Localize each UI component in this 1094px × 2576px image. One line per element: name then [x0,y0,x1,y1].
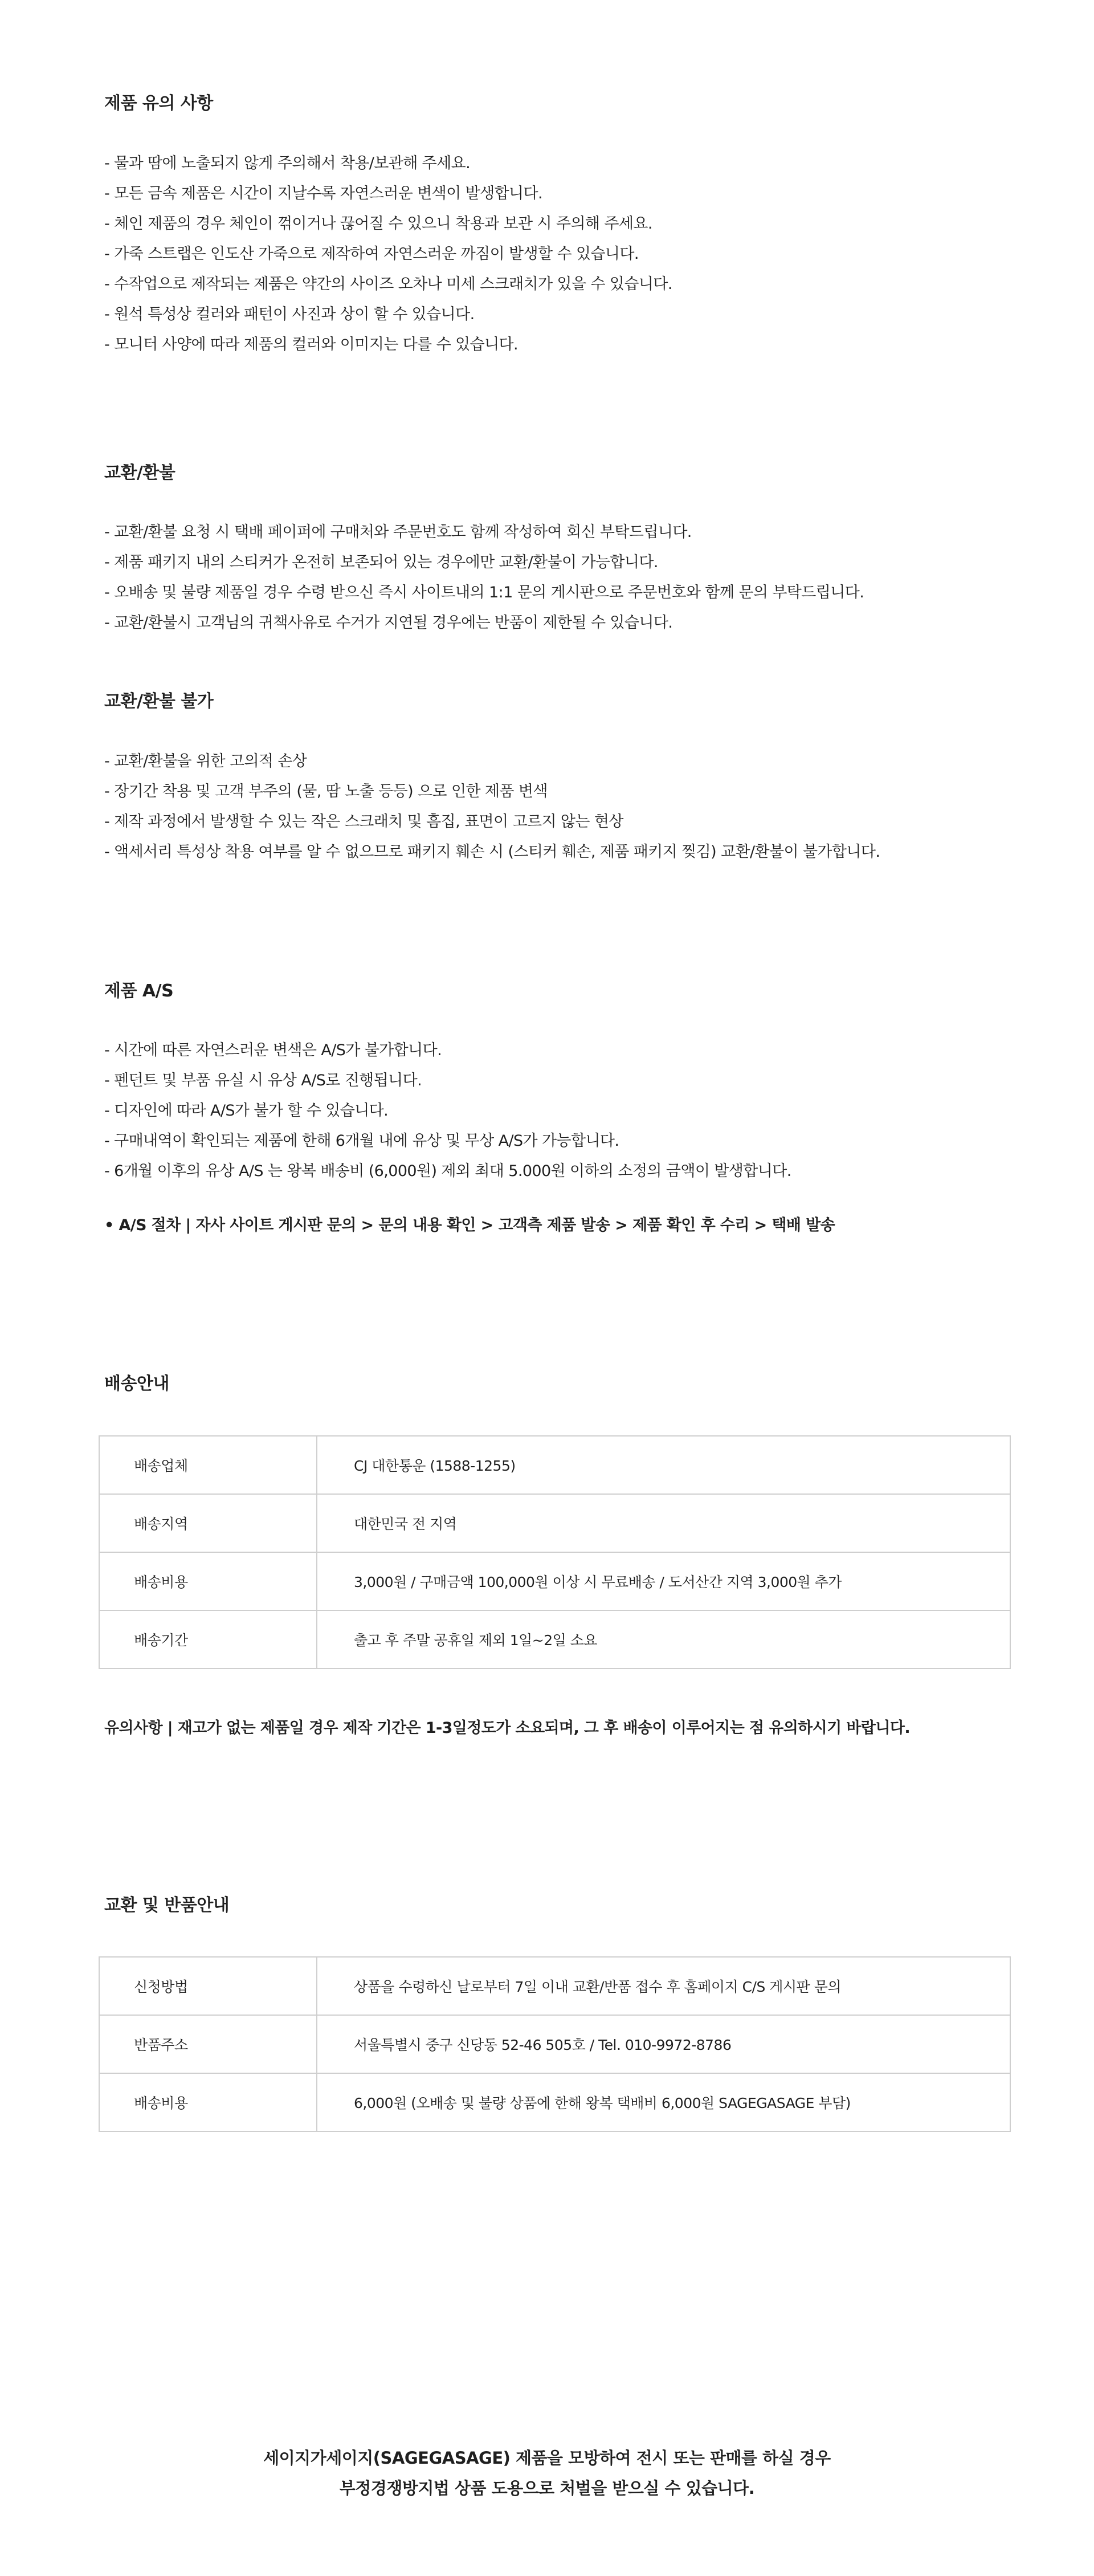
table-cell-label: 배송비용 [99,2073,317,2131]
table-row [99,2015,1010,2073]
exchange-refund-list [104,517,864,638]
list-item: - 교환/환불 요청 시 택배 페이퍼에 구매처와 주문번호도 함께 작성하여 회신 부탁드립니다. [104,523,692,541]
table-cell-label: 배송지역 [99,1494,317,1552]
product-notes-title: 제품 유의 사항 [104,93,213,113]
list-item: - 수작업으로 제작되는 제품은 약간의 사이즈 오차나 미세 스크래치가 있을 수 있습니다. [104,275,672,293]
copyright-line-1: 세이지가세이지(SAGEGASAGE) 제품을 모방하여 전시 또는 판매를 하실 경우 [263,2448,831,2468]
table-cell-label: 배송업체 [99,1436,317,1494]
list-item: - 시간에 따른 자연스러운 변색은 A/S가 불가합니다. [104,1041,442,1059]
table-cell-label: 반품주소 [99,2015,317,2073]
list-item: - 물과 땀에 노출되지 않게 주의해서 착용/보관해 주세요. [104,154,471,172]
table-row [99,1957,1010,2015]
list-item: - 구매내역이 확인되는 제품에 한해 6개월 내에 유상 및 무상 A/S가 가능합니다. [104,1132,619,1150]
list-item: - 교환/환불시 고객님의 귀책사유로 수거가 지연될 경우에는 반품이 제한될 수 있습니다. [104,614,673,632]
returns-table [99,1956,1011,2132]
table-cell-label: 배송비용 [99,1552,317,1610]
exchange-refund-unavailable-title: 교환/환불 불가 [104,691,214,711]
table-row [99,1610,1010,1669]
list-item: - 6개월 이후의 유상 A/S 는 왕복 배송비 (6,000원) 제외 최대 5.000원 이하의 소정의 금액이 발생합니다. [104,1162,791,1180]
list-item: - 원석 특성상 컬러와 패턴이 사진과 상이 할 수 있습니다. [104,306,475,323]
table-row [99,1494,1010,1552]
shipping-note: 유의사항 | 재고가 없는 제품일 경우 제작 기간은 1-3일정도가 소요되며, 그 후 배송이 이루어지는 점 유의하시기 바랍니다. [104,1719,911,1737]
table-cell-value: 출고 후 주말 공휴일 제외 1일~2일 소요 [317,1610,1010,1669]
as-procedure: • A/S 절차 | 자사 사이트 게시판 문의 > 문의 내용 확인 > 고객측 제품 발송 > 제품 확인 후 수리 > 택배 발송 [104,1216,835,1234]
table-cell-value: 6,000원 (오배송 및 불량 상품에 한해 왕복 택배비 6,000원 SAGEGASAGE 부담) [317,2073,1010,2131]
list-item: - 제작 과정에서 발생할 수 있는 작은 스크래치 및 흠집, 표면이 고르지 않는 현상 [104,813,623,831]
table-cell-value: 3,000원 / 구매금액 100,000원 이상 시 무료배송 / 도서산간 지역 3,000원 추가 [317,1552,1010,1610]
table-cell-label: 신청방법 [99,1957,317,2015]
list-item: - 액세서리 특성상 착용 여부를 알 수 없으므로 패키지 훼손 시 (스티커 훼손, 제품 패키지 찢김) 교환/환불이 불가합니다. [104,843,880,861]
list-item: - 오배송 및 불량 제품일 경우 수령 받으신 즉시 사이트내의 1:1 문의 게시판으로 주문번호와 함께 문의 부탁드립니다. [104,584,864,601]
table-cell-value: 대한민국 전 지역 [317,1494,1010,1552]
shipping-table [99,1435,1011,1669]
table-row [99,2073,1010,2131]
copyright-notice [0,2443,1094,2504]
shipping-title: 배송안내 [104,1374,169,1394]
table-cell-value: CJ 대한통운 (1588-1255) [317,1436,1010,1494]
table-cell-value: 상품을 수령하신 날로부터 7일 이내 교환/반품 접수 후 홈페이지 C/S 게시판 문의 [317,1957,1010,2015]
list-item: - 장기간 착용 및 고객 부주의 (물, 땀 노출 등등) 으로 인한 제품 변색 [104,783,548,800]
list-item: - 가죽 스트랩은 인도산 가죽으로 제작하여 자연스러운 까짐이 발생할 수 있습니다. [104,245,639,263]
list-item: - 펜던트 및 부품 유실 시 유상 A/S로 진행됩니다. [104,1072,422,1089]
product-as-list [104,1035,791,1186]
list-item: - 제품 패키지 내의 스티커가 온전히 보존되어 있는 경우에만 교환/환불이 가능합니다. [104,554,658,571]
product-notes-list [104,148,672,360]
list-item: - 모든 금속 제품은 시간이 지날수록 자연스러운 변색이 발생합니다. [104,185,542,202]
exchange-refund-title: 교환/환불 [104,463,175,483]
list-item: - 체인 제품의 경우 체인이 꺾이거나 끊어질 수 있으니 착용과 보관 시 주의해 주세요. [104,215,652,233]
table-cell-value: 서울특별시 중구 신당동 52-46 505호 / Tel. 010-9972-8786 [317,2015,1010,2073]
list-item: - 모니터 사양에 따라 제품의 컬러와 이미지는 다를 수 있습니다. [104,336,519,353]
returns-title: 교환 및 반품안내 [104,1895,230,1915]
product-as-title: 제품 A/S [104,981,174,1001]
list-item: - 교환/환불을 위한 고의적 손상 [104,752,307,770]
table-cell-label: 배송기간 [99,1610,317,1669]
list-item: - 디자인에 따라 A/S가 불가 할 수 있습니다. [104,1102,389,1120]
copyright-line-2: 부정경쟁방지법 상품 도용으로 처벌을 받으실 수 있습니다. [339,2479,755,2498]
table-row [99,1436,1010,1494]
exchange-refund-unavailable-list [104,746,880,867]
table-row [99,1552,1010,1610]
